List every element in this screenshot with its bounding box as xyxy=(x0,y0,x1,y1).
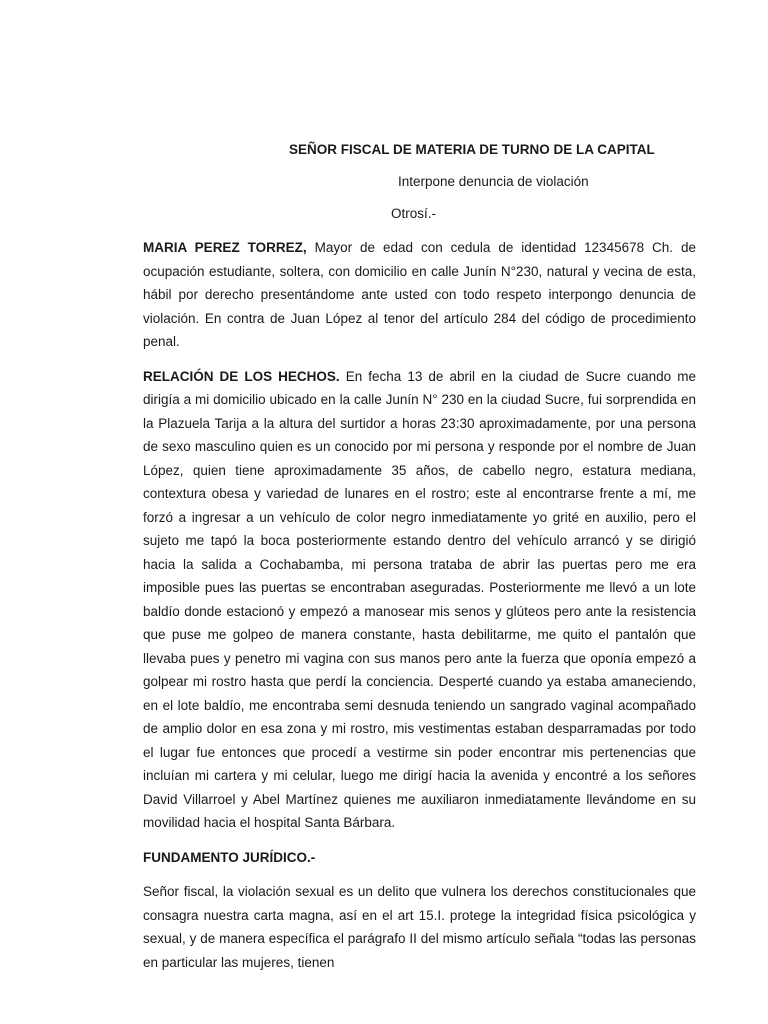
paragraph-facts xyxy=(143,365,696,835)
complainant-name: MARIA PEREZ TORREZ, xyxy=(143,240,307,255)
document-subtitle: Interpone denuncia de violación xyxy=(398,174,589,189)
document-title: SEÑOR FISCAL DE MATERIA DE TURNO DE LA CAPITAL xyxy=(289,142,655,157)
facts-text: En fecha 13 de abril en la ciudad de Sucre cuando me dirigía a mi domicilio ubicado en la calle Junín N° 230 en la ciudad Sucre, fui sorprendida en la Plazuela Tarija a la altura del surtidor a horas 23:30 aproximadamente, por una persona de sexo masculino quien es un conocido por mi persona y responde por el nombre de Juan López, quien tiene aproximadamente 35 años, de cabello negro, estatura mediana, contextura obesa y variedad de lunares en el rostro; este al encontrarse frente a mí, me forzó a ingresar a un vehículo de color negro inmediatamente yo grité en auxilio, pero el sujeto me tapó la boca posteriormente estando dentro del vehículo arrancó y se dirigió hacia la salida a Cochabamba, mi persona trataba de abrir las puertas pero me era imposible pues las puertas se encontraban aseguradas. Posteriormente me llevó a un lote baldío donde estacionó y empezó a manosear mis senos y glúteos pero ante la resistencia que puse me golpeo de manera constante, hasta debilitarme, me quito el pantalón que llevaba pues y penetro mi vagina con sus manos pero ante la fuerza que oponía empezó a golpear mi rostro hasta que perdí la conciencia. Desperté cuando ya estaba amaneciendo, en el lote baldío, me encontraba semi desnuda teniendo un sangrado vaginal acompañado de amplio dolor en esa zona y mi rostro, mis vestimentas estaban desparramadas por todo el lugar fue entonces que procedí a vestirme sin poder encontrar mis pertenencias que incluían mi cartera y mi celular, luego me dirigí hacia la avenida y encontré a los señores David Villarroel y Abel Martínez quienes me auxiliaron inmediatamente llevándome en su movilidad hacia el hospital Santa Bárbara. xyxy=(143,368,696,830)
facts-heading: RELACIÓN DE LOS HECHOS. xyxy=(143,368,340,384)
paragraph-legal-basis: Señor fiscal, la violación sexual es un delito que vulnera los derechos constitucionales que consagra nuestra carta magna, así en el art 15.I. protege la integridad física psicológica y sexual, y de manera específica el parágrafo II del mismo artículo señala “todas las personas en particular las mujeres, tienen xyxy=(143,884,696,970)
legal-basis-heading: FUNDAMENTO JURÍDICO.- xyxy=(143,849,316,865)
paragraph-introduction xyxy=(143,236,696,354)
document-body xyxy=(143,236,696,985)
introduction-text: Mayor de edad con cedula de identidad 12345678 Ch. de ocupación estudiante, soltera, con domicilio en calle Junín N°230, natural y vecina de esta, hábil por derecho presentándome ante usted con todo respeto interpongo denuncia de violación. En contra de Juan López al tenor del artículo 284 del código de procedimiento penal. xyxy=(143,240,697,349)
otrosi-label: Otrosí.- xyxy=(391,206,437,221)
